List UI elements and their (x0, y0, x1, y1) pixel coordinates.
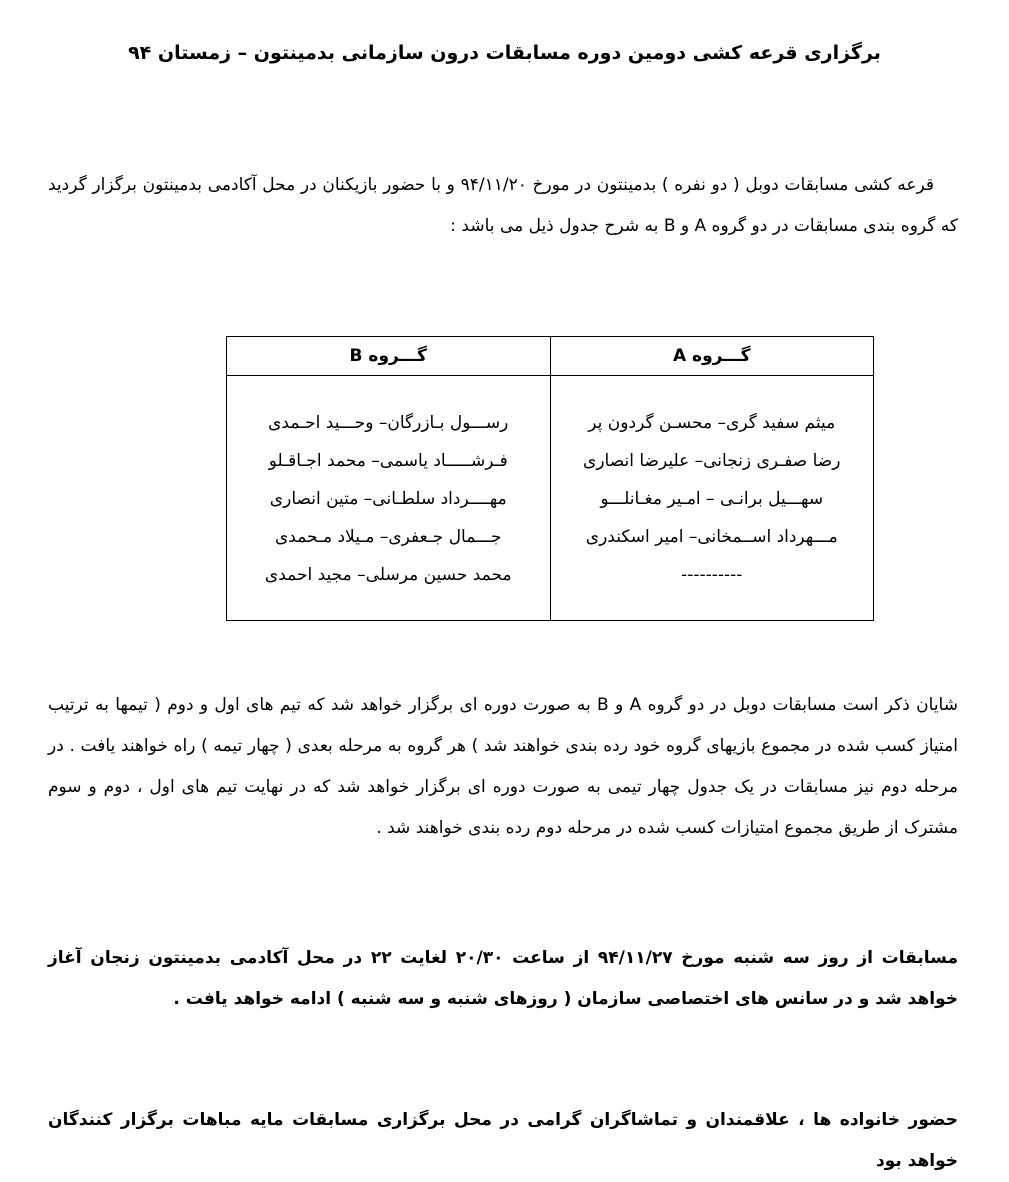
intro-paragraph: قرعه کشی مسابقات دوبل ( دو نفره ) بدمینتون در مورخ ۹۴/۱۱/۲۰ و با حضور بازیکنان در محل آکادمی بدمینتون برگزار گردید که گروه بندی مسابقات در دو گروه A و B به شرح جدول ذیل می باشد : (48, 175, 958, 236)
team-entry: فـرشـــــاد یاسمی– محمد اجـاقـلو (268, 451, 508, 471)
group-a-header: گـــروه A (550, 337, 874, 376)
invitation-paragraph: حضور خانواده ها ، علاقمندان و تماشاگران گرامی در محل برگزاری مسابقات مایه مباهات برگزار کنندگان خواهد بود (48, 1110, 958, 1171)
schedule-paragraph: مسابقات از روز سه شنبه مورخ ۹۴/۱۱/۲۷ از ساعت ۲۰/۳۰ لغایت ۲۲ در محل آکادمی بدمینتون زنجان آغاز خواهد شد و در سانس های اختصاصی سازمان ( روزهای شنبه و سه شنبه ) ادامه خواهد یافت . (48, 948, 958, 1009)
group-a-cell (550, 376, 874, 621)
group-a-team-list (551, 376, 874, 594)
team-entry: محمد حسین مرسلی– مجید احمدی (264, 565, 512, 585)
team-entry: رســـول بـازرگان– وحـــید احـمدی (268, 413, 509, 433)
groups-table (226, 336, 874, 621)
group-b-cell (227, 376, 551, 621)
team-entry: مـــهرداد اســمخانی– امیر اسکندری (585, 527, 838, 547)
team-entry: مهــــرداد سلطـانی– متین انصاری (269, 489, 507, 509)
group-b-header: گـــروه B (227, 337, 551, 376)
team-entry: جـــمال جـعفری– مـیلاد مـحمدی (274, 527, 502, 547)
group-b-team-list (227, 376, 550, 594)
details-paragraph: شایان ذکر است مسابقات دوبل در دو گروه A و B به صورت دوره ای برگزار خواهد شد که تیم های اول و دوم ( تیمها به ترتیب امتیاز کسب شده در مجموع بازیهای گروه خود رده بندی خواهند شد ) هر گروه به مرحله بعدی ( چهار تیمه ) راه خواهند یافت . در مرحله دوم نیز مسابقات در یک جدول چهار تیمی به صورت دوره ای برگزار خواهد شد که در نهایت تیم های اول ، دوم و سوم مشترک از طریق مجموع امتیازات کسب شده در مرحله دوم رده بندی خواهند شد . (48, 695, 958, 838)
team-entry: سهـــیل برانـی – امـیر مغـانلـــو (600, 489, 824, 509)
team-entry: میثم سفید گری– محسـن گردون پر (588, 413, 836, 433)
document-title: برگزاری قرعه کشی دومین دوره مسابقات درون سازمانی بدمینتون – زمستان ۹۴ (128, 42, 881, 64)
team-entry: رضا صفـری زنجانی– علیرضا انصاری (583, 451, 841, 471)
groups-header-row (227, 337, 874, 376)
team-placeholder: ---------- (681, 565, 743, 585)
groups-body-row (227, 376, 874, 621)
